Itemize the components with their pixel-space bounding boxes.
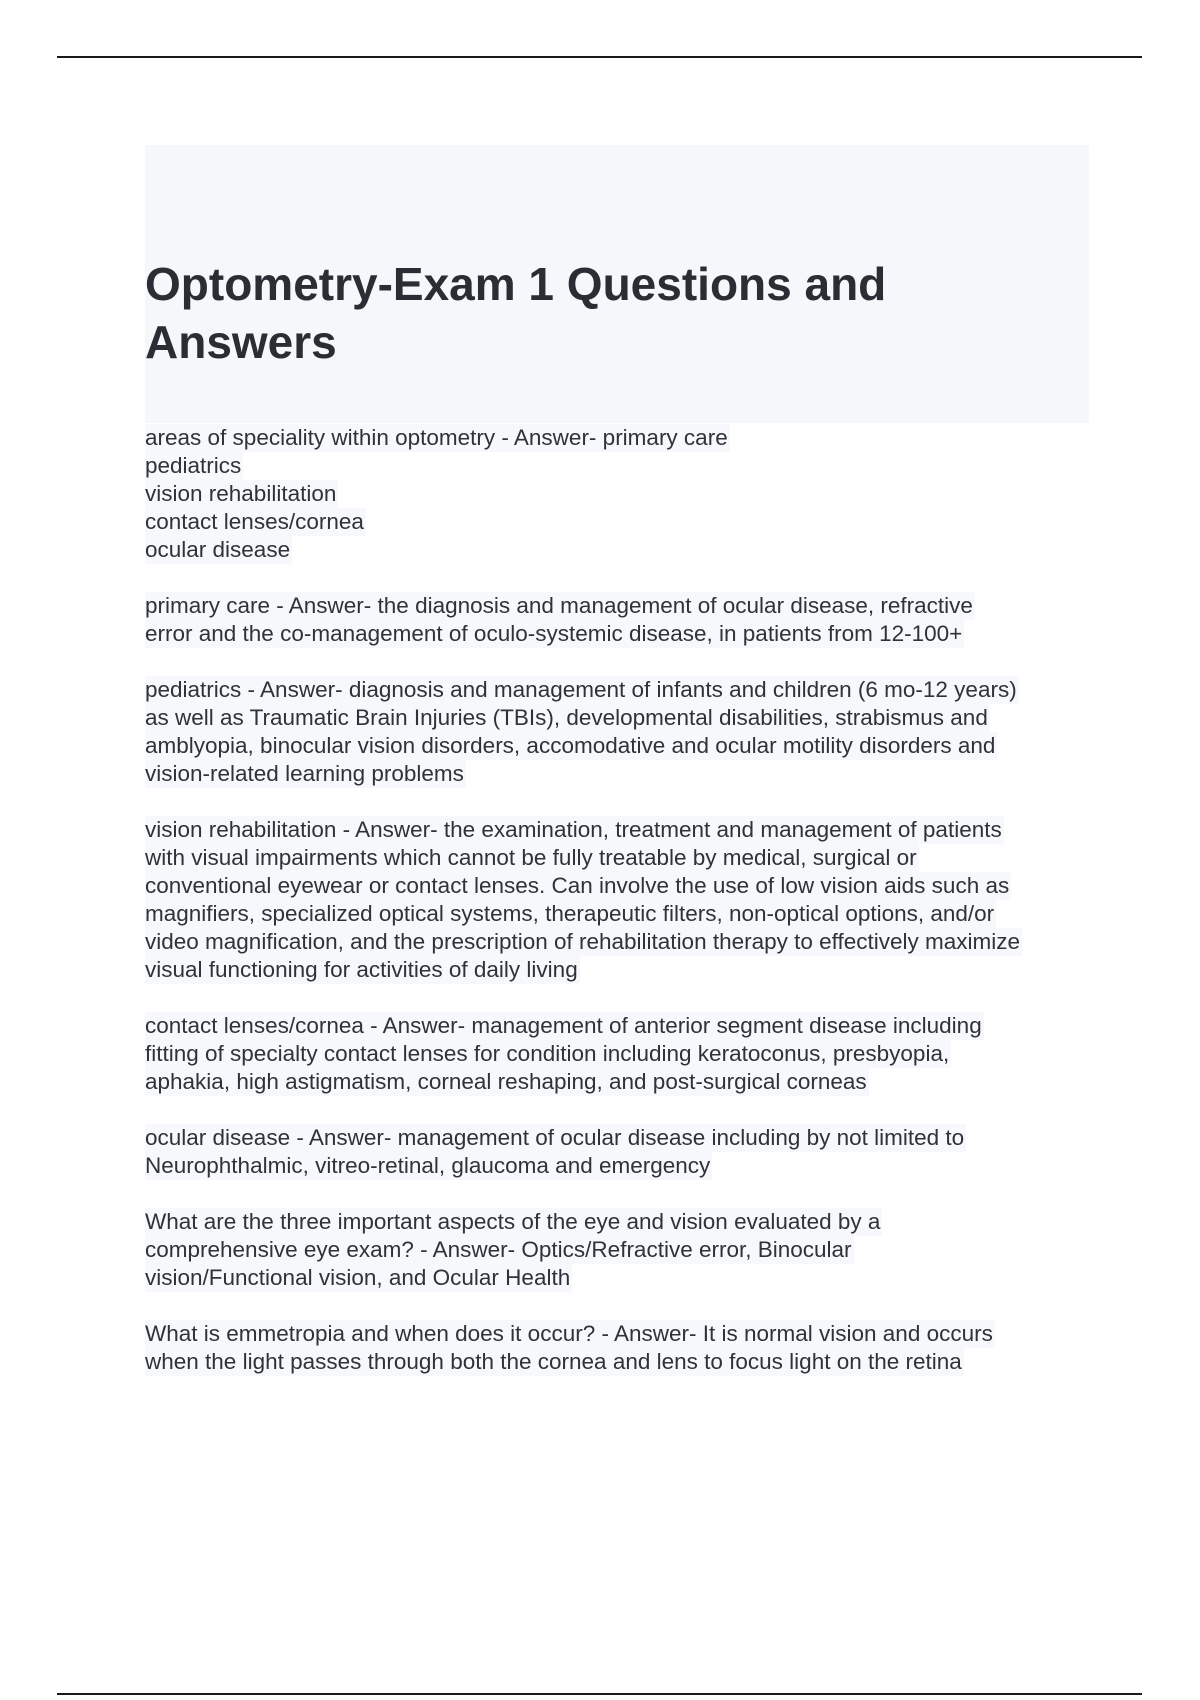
qa-text-line: conventional eyewear or contact lenses. Can involve the use of low vision aids such as: [145, 873, 1010, 898]
qa-text-line: Neurophthalmic, vitreo-retinal, glaucoma and emergency: [145, 1153, 711, 1178]
qa-text-line: primary care - Answer- the diagnosis and management of ocular disease, refractive: [145, 593, 973, 618]
qa-text-line: What are the three important aspects of the eye and vision evaluated by a: [145, 1209, 881, 1234]
qa-text-line: when the light passes through both the cornea and lens to focus light on the retina: [145, 1349, 962, 1374]
qa-text-line: as well as Traumatic Brain Injuries (TBIs), developmental disabilities, strabismus and: [145, 705, 988, 730]
qa-text-line: vision rehabilitation: [145, 481, 337, 506]
qa-text-line: vision rehabilitation - Answer- the examination, treatment and management of patients: [145, 817, 1002, 842]
bottom-divider: [57, 1693, 1142, 1695]
qa-text-line: vision-related learning problems: [145, 761, 464, 786]
qa-text-line: pediatrics: [145, 453, 242, 478]
qa-text-line: comprehensive eye exam? - Answer- Optics/Refractive error, Binocular: [145, 1237, 852, 1262]
top-divider: [57, 56, 1142, 58]
qa-text-line: with visual impairments which cannot be fully treatable by medical, surgical or: [145, 845, 917, 870]
qa-text-line: video magnification, and the prescription of rehabilitation therapy to effectively maximize: [145, 929, 1021, 954]
qa-text-line: magnifiers, specialized optical systems, therapeutic filters, non-optical options, and/or: [145, 901, 995, 926]
document-title: [145, 255, 1045, 371]
qa-entry: [145, 424, 1095, 564]
title-line: Answers: [145, 316, 337, 368]
qa-text-line: aphakia, high astigmatism, corneal reshaping, and post-surgical corneas: [145, 1069, 867, 1094]
qa-entry: [145, 676, 1095, 788]
qa-text-line: contact lenses/cornea - Answer- management of anterior segment disease including: [145, 1013, 982, 1038]
qa-text-line: visual functioning for activities of daily living: [145, 957, 578, 982]
qa-text-line: pediatrics - Answer- diagnosis and management of infants and children (6 mo-12 years): [145, 677, 1017, 702]
title-line: Optometry-Exam 1 Questions and: [145, 258, 887, 310]
qa-entry: [145, 816, 1095, 984]
qa-text-line: ocular disease - Answer- management of ocular disease including by not limited to: [145, 1125, 965, 1150]
qa-text-line: areas of speciality within optometry - Answer- primary care: [145, 425, 728, 450]
qa-entry: [145, 1012, 1095, 1096]
qa-entry: [145, 1208, 1095, 1292]
qa-entry: [145, 1320, 1095, 1376]
qa-list: [145, 424, 1095, 1404]
qa-entry: [145, 592, 1095, 648]
qa-entry: [145, 1124, 1095, 1180]
qa-text-line: amblyopia, binocular vision disorders, accomodative and ocular motility disorders and: [145, 733, 996, 758]
qa-text-line: contact lenses/cornea: [145, 509, 364, 534]
qa-text-line: fitting of specialty contact lenses for condition including keratoconus, presbyopia,: [145, 1041, 950, 1066]
qa-text-line: ocular disease: [145, 537, 291, 562]
qa-text-line: vision/Functional vision, and Ocular Health: [145, 1265, 571, 1290]
qa-text-line: error and the co-management of oculo-systemic disease, in patients from 12-100+: [145, 621, 963, 646]
qa-text-line: What is emmetropia and when does it occur? - Answer- It is normal vision and occurs: [145, 1321, 993, 1346]
